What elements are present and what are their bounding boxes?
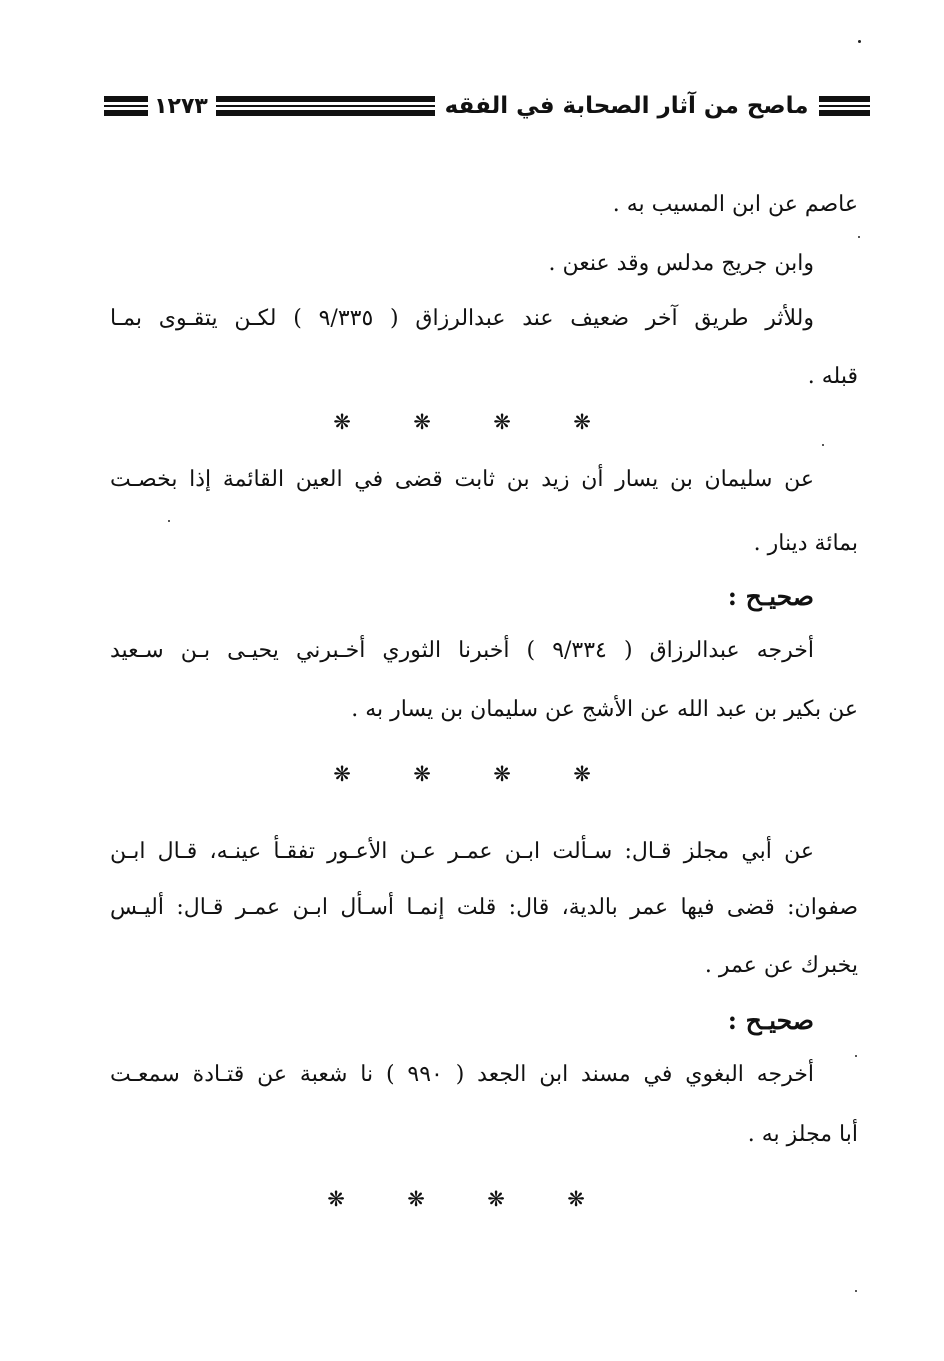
text-line: عن بكير بن عبد الله عن الأشج عن سليمان بن يسار به .	[351, 697, 858, 722]
text-line: عاصم عن ابن المسيب به .	[612, 192, 858, 217]
star-ornament-icon: ❋	[413, 762, 431, 786]
star-ornament-icon: ❋	[327, 1187, 345, 1211]
running-header	[104, 86, 870, 126]
header-rule-right	[819, 96, 870, 116]
star-ornament-icon: ❋	[413, 410, 431, 434]
star-ornament-icon: ❋	[573, 410, 591, 434]
star-ornament-icon: ❋	[567, 1187, 585, 1211]
header-rule-middle	[216, 96, 435, 116]
scan-speck	[822, 444, 824, 446]
page-number: ١٢٧٣	[154, 93, 208, 119]
star-ornament-icon: ❋	[573, 762, 591, 786]
text-line: قبله .	[807, 364, 858, 389]
scan-speck	[168, 520, 170, 522]
scan-speck	[855, 1290, 857, 1292]
star-ornament-icon: ❋	[333, 762, 351, 786]
scan-speck	[858, 236, 860, 238]
star-ornament-icon: ❋	[333, 410, 351, 434]
text-line: صفوان: قضى فيها عمر بالدية، قال: قلت إنمـا أسـأل ابـن عمـر قـال: أليـس	[110, 895, 858, 920]
section-separator	[296, 1187, 616, 1211]
text-line: وللأثر طريق آخر ضعيف عند عبدالرزاق ( ٩/٣٣٥ ) لكـن يتقـوى بمـا	[110, 306, 814, 331]
text-line: عن سليمان بن يسار أن زيد بن ثابت قضى في العين القائمة إذا بخصـت	[110, 467, 814, 492]
text-line: عن أبي مجلز قـال: سـألت ابـن عمـر عـن الأعـور تفقـأ عينـه، قـال ابـن	[110, 839, 814, 864]
section-separator	[302, 762, 622, 786]
star-ornament-icon: ❋	[493, 762, 511, 786]
star-ornament-icon: ❋	[487, 1187, 505, 1211]
text-line: أخرجه البغوي في مسند ابن الجعد ( ٩٩٠ ) نا شعبة عن قتـادة سمعـت	[110, 1062, 815, 1087]
text-line: أخرجه عبدالرزاق ( ٩/٣٣٤ ) أخبرنا الثوري أخـبرني يحيـى بـن سـعيد	[110, 638, 814, 663]
section-heading: صحيـح :	[727, 582, 814, 611]
text-line: وابن جريج مدلس وقد عنعن .	[548, 251, 814, 276]
text-line: أبا مجلز به .	[747, 1122, 858, 1147]
scan-speck	[858, 40, 861, 43]
book-title: ماصح من آثار الصحابة في الفقه	[444, 93, 809, 119]
text-line: يخبرك عن عمر .	[704, 953, 858, 978]
star-ornament-icon: ❋	[493, 410, 511, 434]
section-separator	[302, 410, 622, 434]
star-ornament-icon: ❋	[407, 1187, 425, 1211]
section-heading: صحيـح :	[727, 1006, 814, 1035]
header-rule-left	[104, 96, 148, 116]
scan-speck	[855, 1055, 857, 1057]
text-line: بمائة دينار .	[753, 531, 858, 556]
